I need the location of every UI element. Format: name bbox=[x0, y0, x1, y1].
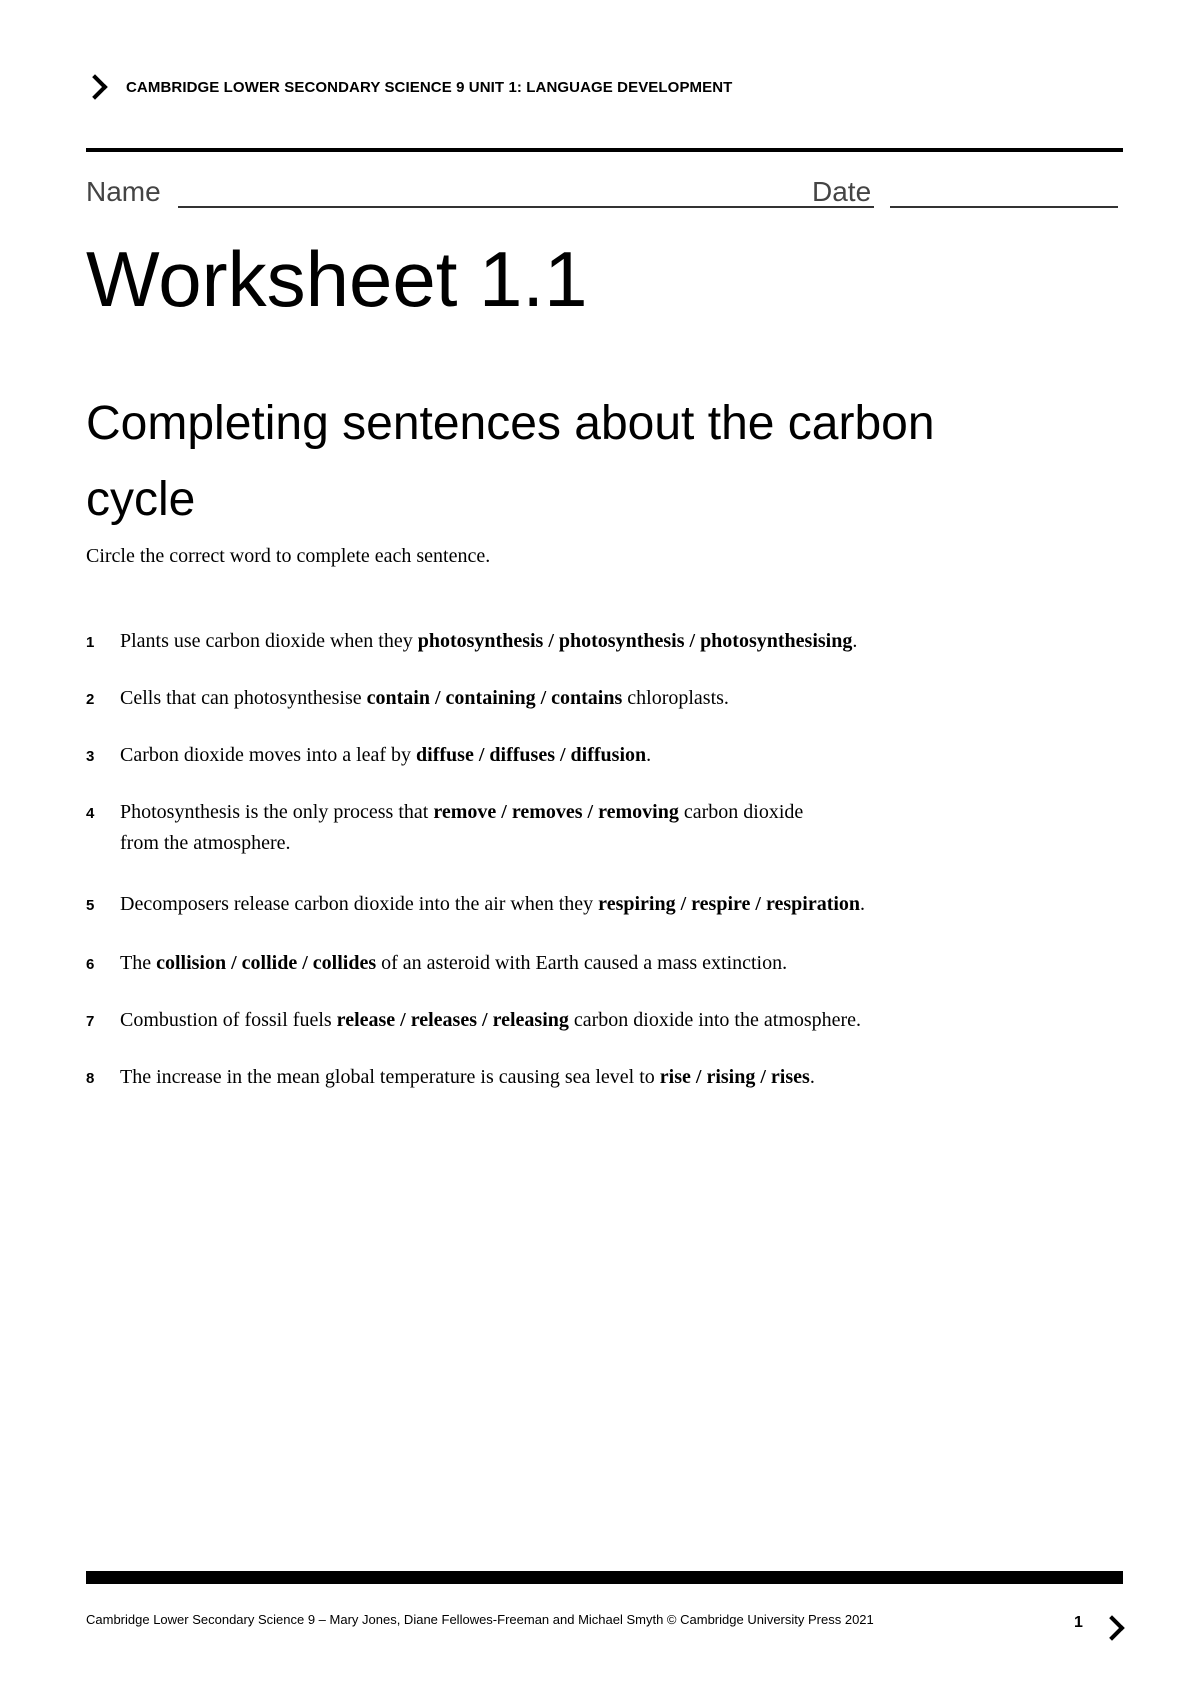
instruction: Circle the correct word to complete each sentence. bbox=[86, 545, 491, 567]
answer-option[interactable]: respiration bbox=[765, 893, 861, 915]
question-number: 4 bbox=[86, 805, 95, 822]
question-text: Cells that can photosynthesise contain / containing / contains chloroplasts. bbox=[120, 687, 729, 709]
name-date-row bbox=[86, 176, 1123, 216]
footer-divider bbox=[86, 1571, 1123, 1584]
running-title: CAMBRIDGE LOWER SECONDARY SCIENCE 9 UNIT 1: LANGUAGE DEVELOPMENT bbox=[126, 78, 733, 96]
answer-option[interactable]: rise bbox=[659, 1066, 691, 1088]
question-text: The increase in the mean global temperature is causing sea level to rise / rising / rises. bbox=[120, 1066, 815, 1088]
question-number: 7 bbox=[86, 1013, 95, 1030]
question-text: The collision / collide / collides of an asteroid with Earth caused a mass extinction. bbox=[120, 952, 788, 974]
answer-option[interactable]: respire bbox=[691, 893, 751, 915]
question-number: 8 bbox=[86, 1070, 95, 1087]
question-number: 3 bbox=[86, 748, 95, 765]
header-divider bbox=[86, 148, 1123, 152]
answer-option[interactable]: rises bbox=[770, 1066, 810, 1088]
answer-option[interactable]: photosynthesis bbox=[417, 630, 544, 652]
question-text: Combustion of fossil fuels release / releases / releasing carbon dioxide into the atmosphere. bbox=[120, 1009, 862, 1031]
answer-option[interactable]: releasing bbox=[492, 1009, 569, 1031]
answer-option[interactable]: removes bbox=[511, 801, 583, 823]
page-number: 1 bbox=[1074, 1614, 1083, 1631]
question-text: Plants use carbon dioxide when they photosynthesis / photosynthesis / photosynthesising. bbox=[120, 630, 858, 652]
answer-option[interactable]: releases bbox=[410, 1009, 478, 1031]
answer-option[interactable]: containing bbox=[445, 687, 536, 709]
question-number: 5 bbox=[86, 897, 95, 914]
footer-credit: Cambridge Lower Secondary Science 9 – Mary Jones, Diane Fellowes-Freeman and Michael Smyth © Cambridge University Press 2021 bbox=[86, 1612, 874, 1627]
answer-option[interactable]: diffuse bbox=[416, 744, 474, 766]
answer-option[interactable]: photosynthesis bbox=[558, 630, 685, 652]
answer-option[interactable]: collides bbox=[312, 952, 377, 974]
question-text: Photosynthesis is the only process that remove / removes / removing carbon dioxide from the atmosphere. bbox=[120, 801, 804, 854]
answer-option[interactable]: diffuses bbox=[489, 744, 555, 766]
answer-option[interactable]: contain bbox=[366, 687, 430, 709]
answer-option[interactable]: respiring bbox=[598, 893, 676, 915]
date-label: Date bbox=[812, 176, 872, 207]
worksheet-title: Worksheet 1.1 bbox=[86, 235, 588, 323]
chevron-right-icon[interactable] bbox=[1099, 1615, 1124, 1640]
question-number: 6 bbox=[86, 956, 95, 973]
name-label: Name bbox=[86, 176, 161, 207]
question-text: Decomposers release carbon dioxide into the air when they respiring / respire / respiration. bbox=[120, 893, 866, 915]
answer-option[interactable]: collide bbox=[241, 952, 298, 974]
name-field[interactable] bbox=[178, 206, 874, 208]
answer-option[interactable]: photosynthesising bbox=[700, 630, 853, 652]
chevron-right-icon bbox=[82, 74, 107, 99]
answer-option[interactable]: collision bbox=[156, 952, 227, 974]
answer-option[interactable]: rising bbox=[706, 1066, 756, 1088]
date-field[interactable] bbox=[890, 206, 1118, 208]
running-header bbox=[86, 78, 732, 96]
answer-option[interactable]: release bbox=[336, 1009, 396, 1031]
answer-option[interactable]: diffusion bbox=[570, 744, 647, 766]
question-text: Carbon dioxide moves into a leaf by diffuse / diffuses / diffusion. bbox=[120, 744, 652, 766]
answer-option[interactable]: removing bbox=[598, 801, 679, 823]
worksheet-subtitle: Completing sentences about the carbon cycle bbox=[86, 397, 935, 526]
question-number: 2 bbox=[86, 691, 95, 708]
question-number: 1 bbox=[86, 634, 95, 651]
answer-option[interactable]: contains bbox=[551, 687, 623, 709]
answer-option[interactable]: remove bbox=[433, 801, 497, 823]
